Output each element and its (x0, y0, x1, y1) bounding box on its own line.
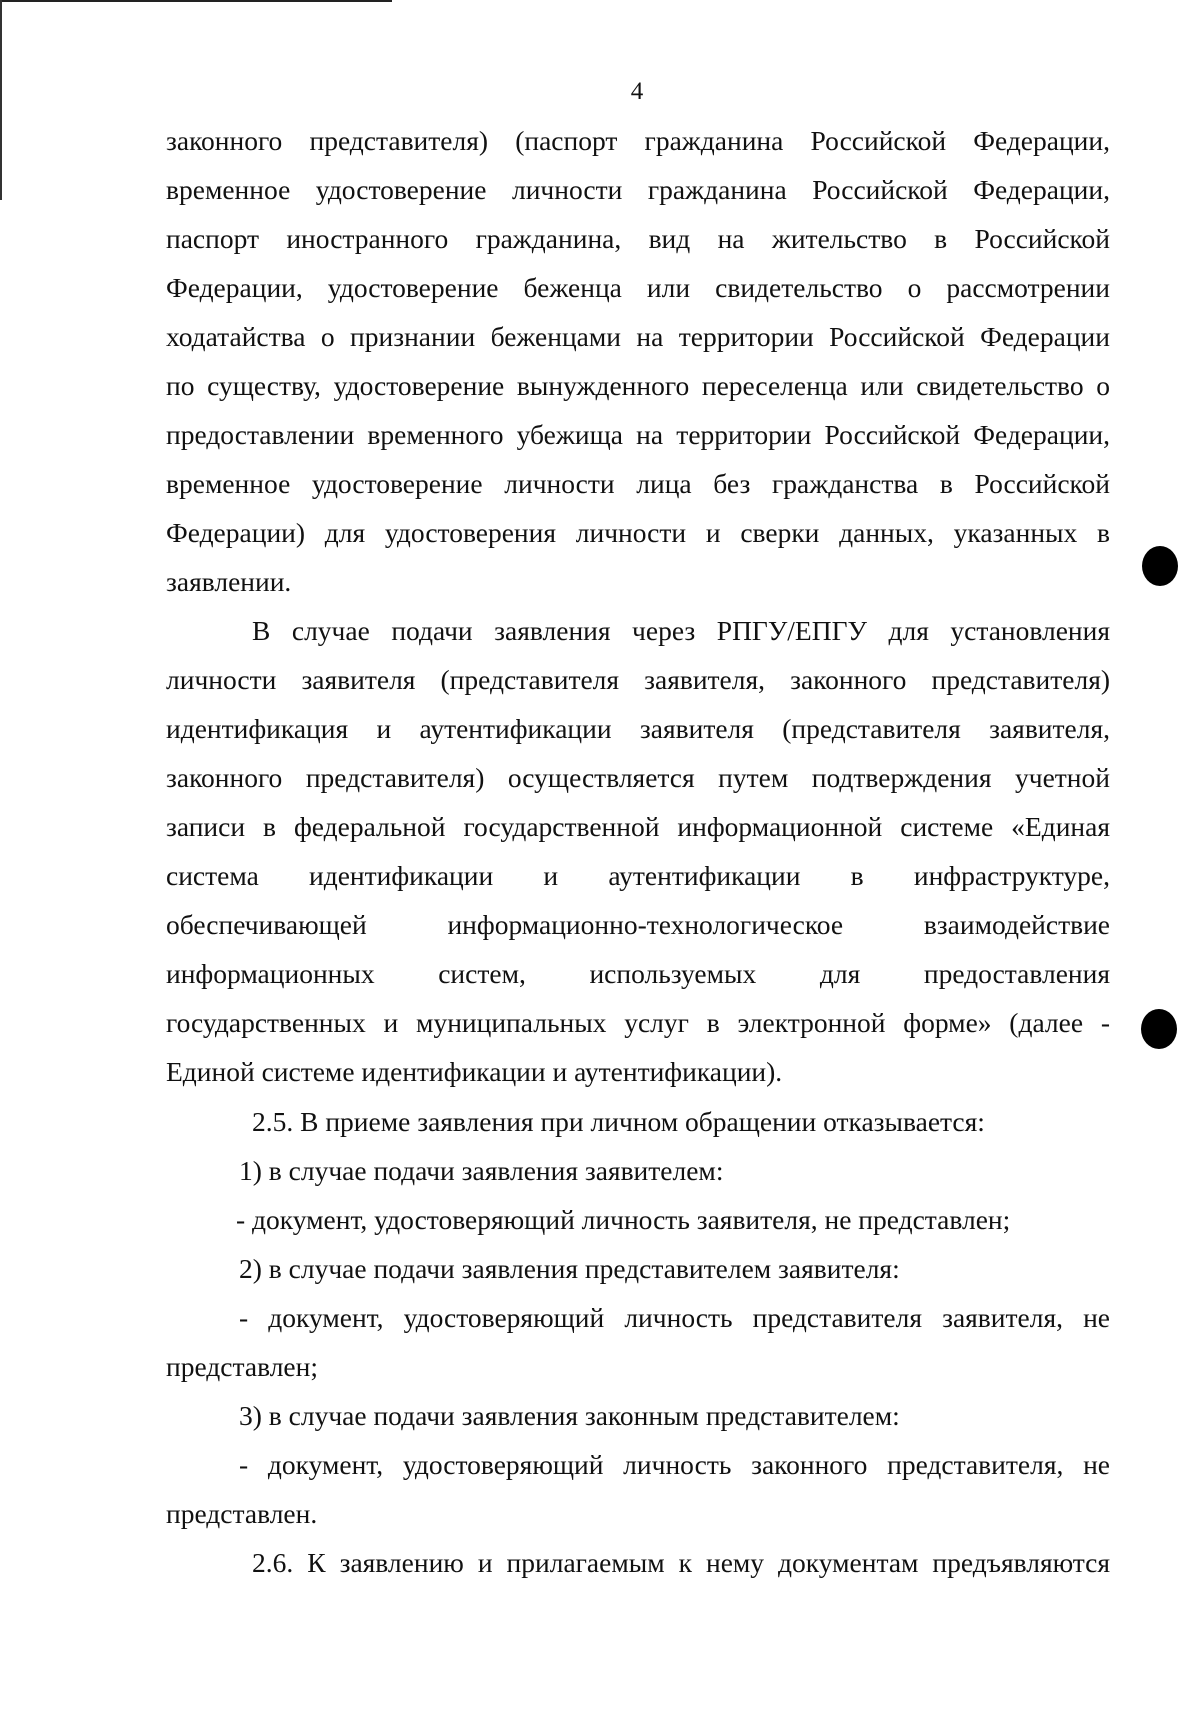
text-line: заявлении. (166, 566, 292, 597)
text-line: - документ, удостоверяющий личность заявителя, не представлен; (236, 1204, 1011, 1235)
text-line: по существу, удостоверение вынужденного переселенца или свидетельство о (166, 370, 1110, 401)
text-line: 2) в случае подачи заявления представителем заявителя: (239, 1253, 900, 1284)
scan-edge-top (0, 0, 392, 2)
text-line: записи в федеральной государственной информационной системе «Единая (166, 811, 1110, 842)
text-line: ходатайства о признании беженцами на территории Российской Федерации (166, 321, 1110, 352)
text-line: Единой системе идентификации и аутентификации). (166, 1056, 783, 1087)
text-line: Федерации, удостоверение беженца или свидетельство о рассмотрении (166, 272, 1110, 303)
text-line: идентификация и аутентификации заявителя (представителя заявителя, (166, 713, 1110, 744)
text-line: личности заявителя (представителя заявителя, законного представителя) (166, 664, 1110, 695)
text-line: временное удостоверение личности лица без гражданства в Российской (166, 468, 1110, 499)
text-line: информационных систем, используемых для предоставления (166, 958, 1110, 989)
text-line: представлен. (166, 1498, 318, 1529)
text-line: 2.5. В приеме заявления при личном обращении отказывается: (252, 1106, 985, 1137)
text-line: 1) в случае подачи заявления заявителем: (239, 1155, 724, 1186)
text-line: обеспечивающей информационно-технологическое взаимодействие (166, 909, 1110, 940)
text-line: законного представителя) осуществляется путем подтверждения учетной (166, 762, 1110, 793)
page-number: 4 (630, 78, 644, 105)
punch-hole-lower (1141, 1009, 1177, 1049)
text-line: законного представителя) (паспорт гражданина Российской Федерации, (166, 125, 1110, 156)
text-line: предоставлении временного убежища на территории Российской Федерации, (166, 419, 1110, 450)
text-line: - документ, удостоверяющий личность представителя заявителя, не (239, 1302, 1110, 1333)
text-line: 2.6. К заявлению и прилагаемым к нему документам предъявляются (252, 1547, 1110, 1578)
text-line: В случае подачи заявления через РПГУ/ЕПГУ для установления (252, 615, 1110, 646)
text-line: государственных и муниципальных услуг в электронной форме» (далее - (166, 1007, 1110, 1038)
text-line: представлен; (166, 1351, 318, 1382)
text-line: Федерации) для удостоверения личности и сверки данных, указанных в (166, 517, 1110, 548)
text-line: временное удостоверение личности гражданина Российской Федерации, (166, 174, 1110, 205)
text-line: - документ, удостоверяющий личность законного представителя, не (239, 1449, 1110, 1480)
punch-hole-upper (1142, 546, 1178, 586)
text-line: система идентификации и аутентификации в инфраструктуре, (166, 860, 1110, 891)
text-line: паспорт иностранного гражданина, вид на жительство в Российской (166, 223, 1110, 254)
text-line: 3) в случае подачи заявления законным представителем: (239, 1400, 900, 1431)
